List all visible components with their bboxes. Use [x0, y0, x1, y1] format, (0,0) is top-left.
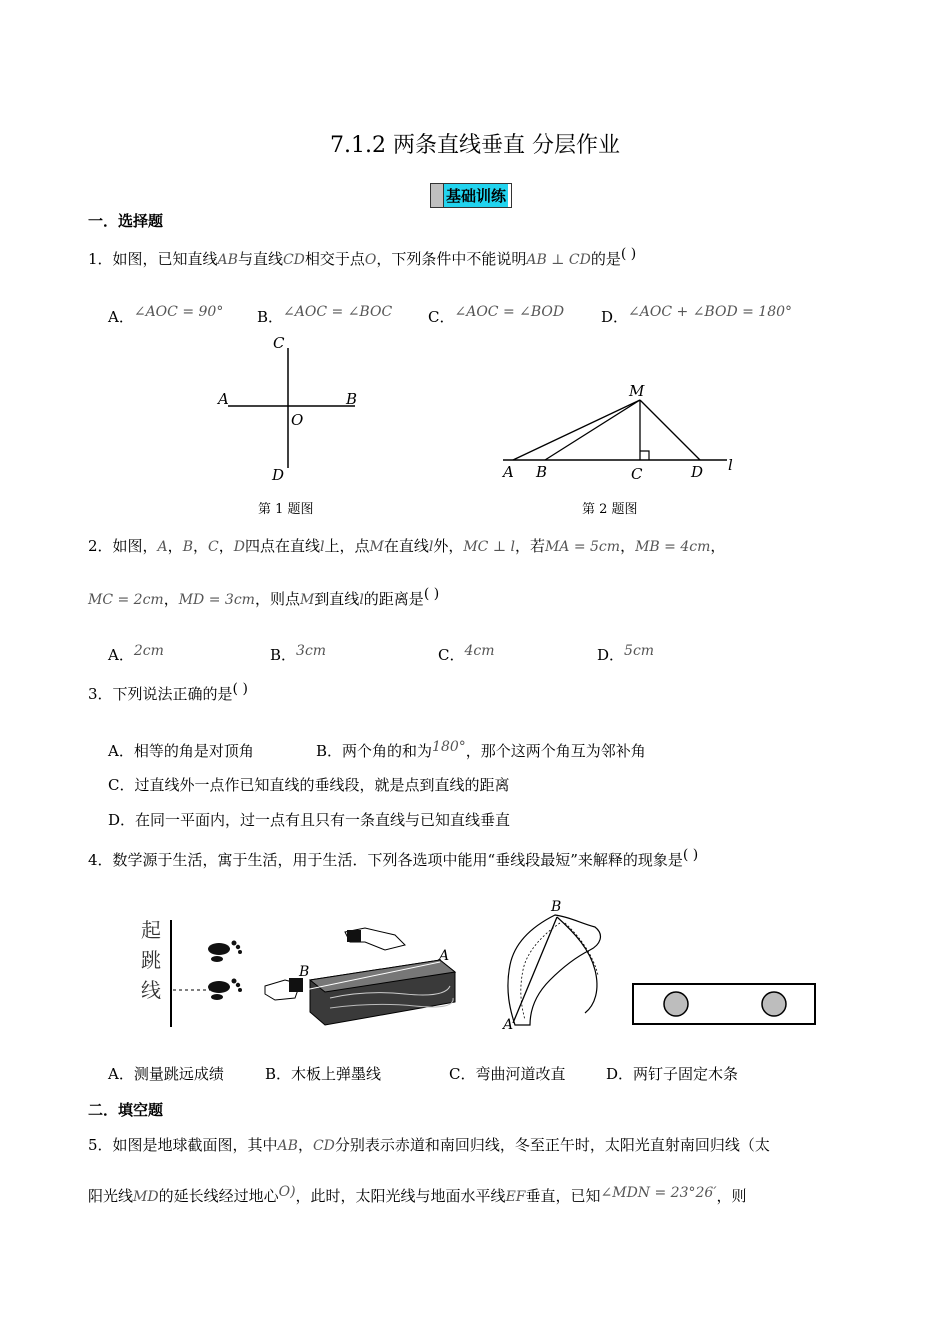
q1-text-2: 与直线 [237, 250, 283, 268]
q2-option-c-label: C． [438, 646, 465, 664]
q2-option-d-label: D． [597, 646, 625, 664]
q2-option-b-math: 3cm [296, 643, 327, 659]
q2-text-5: ，若 [514, 537, 545, 555]
q4-option-b: B．木板上弹墨线 [265, 1065, 382, 1083]
section-badge [430, 183, 512, 208]
q3-option-b [316, 740, 646, 761]
figure-1-caption: 第 1 题图 [258, 502, 314, 517]
q1-option-d-label: D． [601, 308, 629, 326]
question-4-stem [88, 849, 698, 870]
figure-2-perpendicular [495, 380, 745, 485]
footprint-icon-upper [208, 941, 242, 963]
river-outer-bank [508, 915, 601, 1025]
q5-text-2: 分别表示赤道和南回归线，冬至正午时，太阳光直射南回归线（太 [334, 1136, 770, 1154]
figure-2-caption: 第 2 题图 [582, 502, 638, 517]
q2-text-6: ，则点 [254, 590, 300, 608]
q2-option-a-label: A． [108, 646, 134, 664]
fig2-label-d: D [691, 463, 704, 481]
nail-left-icon [664, 992, 688, 1016]
q1-math-o: O [364, 252, 377, 268]
jump-line-char-2: 跳 [141, 948, 161, 972]
q2-text-4: 外， [433, 537, 464, 555]
q2-answer-paren: ( ) [423, 586, 440, 602]
q2-sep3: ， [218, 537, 234, 555]
q1-option-b [257, 306, 392, 327]
q1-option-c-math: ∠AOC = ∠BOD [454, 304, 565, 320]
question-3-stem [88, 683, 248, 704]
page-title: 7.1.2 两条直线垂直 分层作业 [330, 133, 620, 158]
q1-option-c-label: C． [428, 308, 455, 326]
q3-option-b-math: 180° [432, 739, 466, 755]
section-heading-fill: 二．填空题 [88, 1101, 164, 1119]
q2-option-d [597, 644, 654, 665]
q5-text-1: 5．如图是地球截面图，其中 [88, 1136, 278, 1154]
jump-line-char-3: 线 [141, 978, 161, 1002]
river-label-b: B [551, 899, 562, 915]
q1-text-4: ，下列条件中不能说明 [376, 250, 527, 268]
q1-option-a [108, 306, 223, 327]
figure-1-intersecting-lines [200, 330, 400, 490]
q1-text-5: 的是 [590, 250, 621, 268]
wooden-strip [633, 984, 815, 1024]
q5-math-o: O) [278, 1184, 296, 1200]
q2-text-3: 在直线 [383, 537, 429, 555]
fig1-label-d: D [272, 466, 285, 484]
q3-option-c: C．过直线外一点作已知直线的垂线段，就是点到直线的距离 [108, 776, 510, 794]
q2-option-d-math: 5cm [624, 643, 655, 659]
q5-math-ef: EF [505, 1189, 526, 1205]
q2-math-mb: MB = 4cm [635, 539, 711, 555]
q1-math-perp: AB ⊥ CD [526, 252, 591, 268]
q1-math-cd: CD [282, 252, 305, 268]
wood-label-b: B [299, 964, 310, 980]
q2-math-c: C [208, 539, 219, 555]
q1-text-3: 相交于点 [304, 250, 365, 268]
q4-picture-nailed-strip [630, 980, 820, 1030]
q2-math-l3: l [359, 592, 364, 608]
q2-text-2: 上，点 [324, 537, 370, 555]
q2-option-b [270, 644, 326, 665]
q1-option-b-math: ∠AOC = ∠BOC [283, 304, 393, 320]
q2-text-8: 的距离是 [363, 590, 424, 608]
q1-option-c [428, 306, 564, 327]
q5-text-3: 阳光线 [88, 1187, 134, 1205]
q2-math-b: B [182, 539, 193, 555]
q2-sep4: ， [620, 537, 636, 555]
nail-right-icon [762, 992, 786, 1016]
q2-option-c [438, 644, 495, 665]
q5-math-md: MD [133, 1189, 159, 1205]
fig2-label-c: C [631, 465, 643, 483]
fig1-label-c: C [273, 334, 285, 352]
q5-text-6: 垂直，已知 [525, 1187, 601, 1205]
question-1-stem [88, 248, 636, 269]
wood-label-a: A [439, 948, 450, 964]
q5-math-ab: AB [277, 1138, 298, 1154]
q4-picture-river [495, 895, 615, 1035]
q1-math-ab: AB [217, 252, 238, 268]
fig2-label-m: M [629, 382, 645, 400]
q2-math-d: D [233, 539, 245, 555]
badge-label: 基础训练 [444, 184, 508, 207]
question-5-line2 [88, 1185, 747, 1206]
fig1-label-o: O [291, 411, 304, 429]
q2-text-7: 到直线 [314, 590, 360, 608]
river-label-a: A [503, 1017, 514, 1033]
right-angle-mark [640, 451, 649, 460]
q1-option-a-math: ∠AOC = 90° [133, 304, 224, 320]
q1-option-b-label: B． [257, 308, 284, 326]
q2-option-c-math: 4cm [464, 643, 495, 659]
q4-option-c: C．弯曲河道改直 [449, 1065, 566, 1083]
q3-option-b-pre: B．两个角的和为 [316, 742, 433, 760]
q3-option-b-post: ，那个这两个角互为邻补角 [465, 742, 646, 760]
q1-option-d-math: ∠AOC + ∠BOD = 180° [628, 304, 793, 320]
q3-option-d: D．在同一平面内，过一点有且只有一条直线与已知直线垂直 [108, 811, 511, 829]
fig2-label-a: A [503, 463, 514, 481]
q4-answer-paren: ( ) [682, 847, 699, 863]
fig2-label-l: l [728, 456, 733, 474]
q3-option-a: A．相等的角是对顶角 [108, 742, 254, 760]
q2-math-m2: M [299, 592, 315, 608]
fig2-label-b: B [536, 463, 548, 481]
q4-picture-wood-board [255, 920, 470, 1035]
question-2-stem-line2 [88, 588, 439, 609]
q2-math-a: A [157, 539, 168, 555]
q2-text-1: 四点在直线 [244, 537, 320, 555]
sleeve-bottom-icon [289, 978, 303, 992]
q5-text-7: ，则 [716, 1187, 747, 1205]
q2-sep5: ， [163, 590, 179, 608]
q3-stem-text: 3．下列说法正确的是 [88, 685, 233, 703]
q2-math-l: l [319, 539, 325, 555]
sleeve-top-icon [347, 930, 361, 942]
q1-text-prefix: 1．如图，已知直线 [88, 250, 218, 268]
segment-mb [545, 400, 640, 460]
q2-sep1: ， [167, 537, 183, 555]
q2-end: ， [710, 537, 726, 555]
q5-math-cd: CD [312, 1138, 335, 1154]
q2-prefix: 2．如图， [88, 537, 158, 555]
q2-math-ma: MA = 5cm [544, 539, 621, 555]
q4-option-d: D．两钉子固定木条 [606, 1065, 739, 1083]
question-5-line1 [88, 1134, 770, 1155]
footprint-icon-lower [208, 979, 242, 1001]
question-2-stem-line1 [88, 535, 725, 556]
q2-math-mc: MC = 2cm [88, 592, 164, 608]
section-heading-choice: 一．选择题 [88, 212, 164, 230]
q5-math-angle: ∠MDN = 23°26′ [600, 1185, 717, 1201]
q2-math-mc-perp: MC ⊥ l [463, 539, 515, 555]
q5-text-4: 的延长线经过地心 [158, 1187, 279, 1205]
q1-option-d [601, 306, 792, 327]
q4-stem-text: 4．数学源于生活，寓于生活，用于生活．下列各选项中能用“垂线段最短”来解释的现象是 [88, 851, 683, 869]
jump-line-char-1: 起 [141, 918, 161, 942]
q1-option-a-label: A． [108, 308, 134, 326]
q2-sep2: ， [192, 537, 208, 555]
q5-text-5: ，此时，太阳光线与地面水平线 [295, 1187, 506, 1205]
q2-math-md: MD = 3cm [178, 592, 255, 608]
q3-answer-paren: ( ) [232, 681, 248, 697]
q5-sep: ， [297, 1136, 313, 1154]
q2-option-a [108, 644, 164, 665]
q1-answer-paren: ( ) [620, 246, 637, 262]
segment-ma [513, 400, 640, 460]
fig1-label-a: A [218, 390, 229, 408]
fig1-label-b: B [346, 390, 358, 408]
q4-picture-long-jump [135, 915, 255, 1030]
badge-marker [431, 184, 444, 207]
q2-option-a-math: 2cm [133, 643, 164, 659]
q2-math-m: M [369, 539, 384, 555]
q4-option-a: A．测量跳远成绩 [108, 1065, 224, 1083]
q2-math-l2: l [428, 539, 434, 555]
q2-option-b-label: B． [270, 646, 297, 664]
